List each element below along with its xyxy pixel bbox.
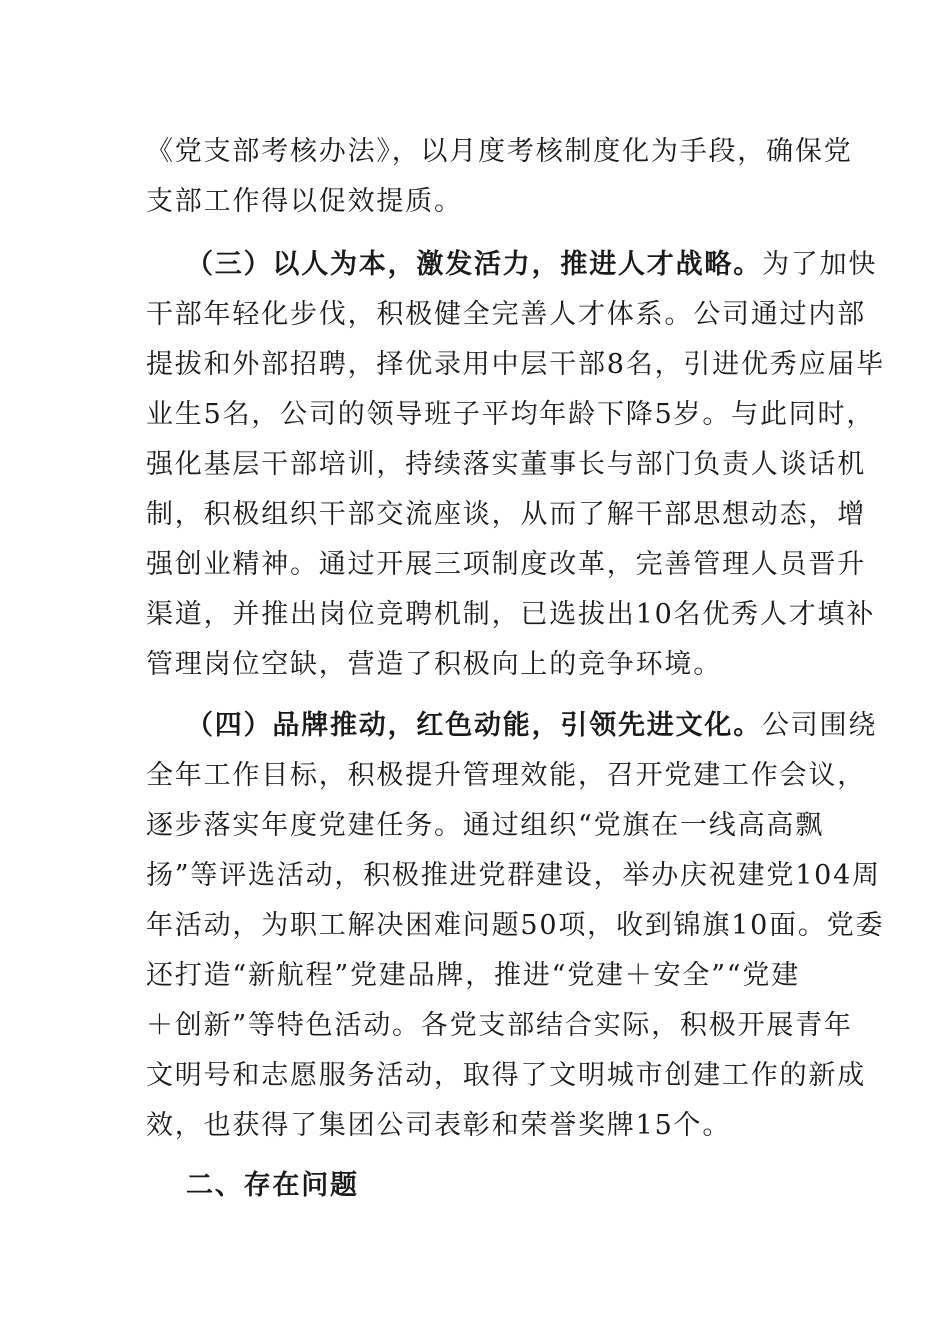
subheading-brand-culture: （四）品牌推动，红色动能，引领先进文化。	[186, 710, 762, 741]
paragraph-line: 扬”等评选活动，积极推进党群建设，举办庆祝建党104周	[146, 860, 881, 891]
paragraph-line: 渠道，并推出岗位竞聘机制，已选拔出10名优秀人才填补	[146, 599, 876, 630]
paragraph-line: 全年工作目标，积极提升管理效能，召开党建工作会议，	[146, 760, 866, 791]
paragraph-first-line	[186, 708, 878, 744]
subheading-talent-strategy: （三）以人为本，激发活力，推进人才战略。	[186, 249, 762, 280]
paragraph-line: 干部年轻化步伐，积极健全完善人才体系。公司通过内部	[146, 299, 866, 330]
paragraph-line: 强创业精神。通过开展三项制度改革，完善管理人员晋升	[146, 549, 866, 580]
paragraph-line: 业生5名，公司的领导班子平均年龄下降5岁。与此同时，	[146, 399, 876, 430]
paragraph-line: ＋创新”等特色活动。各党支部结合实际，积极开展青年	[146, 1010, 853, 1041]
paragraph-line: 制，积极组织干部交流座谈，从而了解干部思想动态，增	[146, 499, 866, 530]
paragraph-line: 年活动，为职工解决困难问题50项，收到锦旗10面。党委	[146, 910, 885, 941]
paragraph-text: 公司围绕	[762, 710, 878, 741]
paragraph-line: 支部工作得以促效提质。	[146, 186, 463, 217]
paragraph-line: 强化基层干部培训，持续落实董事长与部门负责人谈话机	[146, 449, 866, 480]
paragraph-text: 为了加快	[762, 249, 878, 280]
paragraph-line: 逐步落实年度党建任务。通过组织“党旗在一线高高飘	[146, 810, 825, 841]
paragraph-line: 文明号和志愿服务活动，取得了文明城市创建工作的新成	[146, 1060, 866, 1091]
paragraph-line: 《党支部考核办法》，以月度考核制度化为手段，确保党	[146, 136, 853, 167]
paragraph-line: 管理岗位空缺，营造了积极向上的竞争环境。	[146, 649, 722, 680]
section-heading: 二、存在问题	[186, 1170, 359, 1201]
paragraph-line: 提拔和外部招聘，择优录用中层干部8名，引进优秀应届毕	[146, 349, 885, 380]
paragraph-first-line	[186, 247, 878, 283]
paragraph-line: 还打造“新航程”党建品牌，推进“党建＋安全”“党建	[146, 960, 801, 991]
paragraph-line: 效，也获得了集团公司表彰和荣誉奖牌15个。	[146, 1110, 732, 1141]
